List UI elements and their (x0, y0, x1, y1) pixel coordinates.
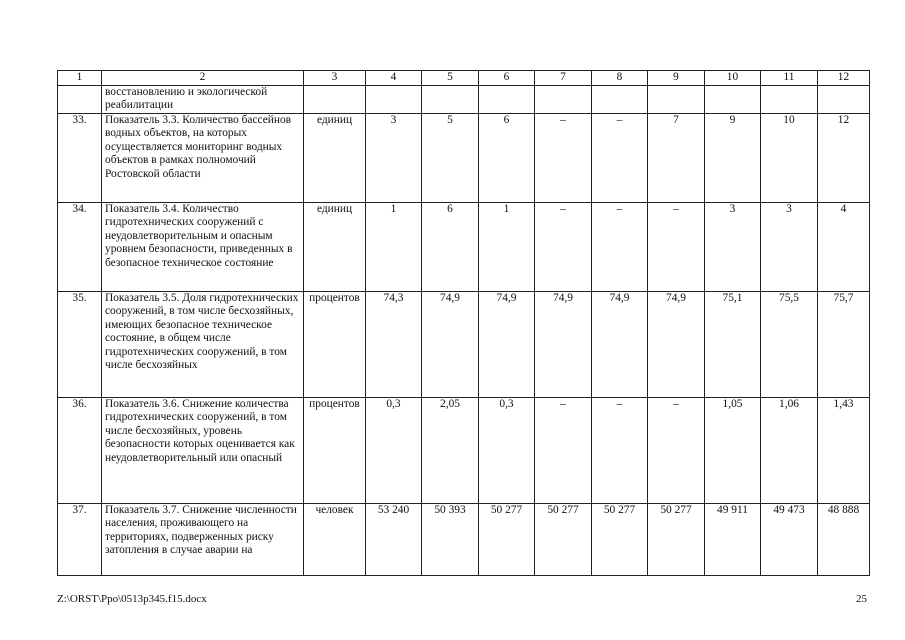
unit-of-measure: процентов (304, 398, 366, 504)
indicator-value: 48 888 (818, 504, 870, 576)
indicator-value: 50 277 (592, 504, 648, 576)
row-number: 35. (58, 292, 102, 398)
indicator-value: 74,9 (479, 292, 535, 398)
indicator-value: 50 277 (479, 504, 535, 576)
column-header: 6 (479, 71, 535, 86)
indicator-value: 50 277 (535, 504, 592, 576)
indicator-value: 7 (648, 114, 705, 203)
indicator-value (648, 86, 705, 114)
indicator-value: 1,06 (761, 398, 818, 504)
indicator-value: 1 (479, 203, 535, 292)
indicator-value: 1 (366, 203, 422, 292)
indicator-value (366, 86, 422, 114)
column-header: 11 (761, 71, 818, 86)
unit-of-measure (304, 86, 366, 114)
unit-of-measure: единиц (304, 203, 366, 292)
indicator-value: – (535, 203, 592, 292)
column-header: 3 (304, 71, 366, 86)
indicator-value: 3 (366, 114, 422, 203)
indicator-value: – (535, 398, 592, 504)
unit-of-measure: процентов (304, 292, 366, 398)
indicator-value: 74,9 (535, 292, 592, 398)
column-header: 1 (58, 71, 102, 86)
column-header: 7 (535, 71, 592, 86)
indicator-value: 75,1 (705, 292, 761, 398)
indicator-value: – (592, 114, 648, 203)
indicator-value (818, 86, 870, 114)
footer-file-path: Z:\ORST\Ppo\0513p345.f15.docx (57, 593, 207, 605)
indicator-value: 50 277 (648, 504, 705, 576)
indicator-description: Показатель 3.6. Снижение количества гидротехнических сооружений, в том числе бесхозяйных, уровень безопасности которых оценивается как неудовлетворительный или опасный (102, 398, 304, 504)
indicator-value: 0,3 (479, 398, 535, 504)
indicator-value: 3 (705, 203, 761, 292)
indicator-value: 1,43 (818, 398, 870, 504)
indicator-value: – (648, 203, 705, 292)
indicator-value: 49 911 (705, 504, 761, 576)
column-header: 9 (648, 71, 705, 86)
indicator-description: восстановлению и экологической реабилитации (102, 86, 304, 114)
unit-of-measure: человек (304, 504, 366, 576)
indicator-value: 49 473 (761, 504, 818, 576)
table-row (58, 504, 870, 576)
indicator-value: 3 (761, 203, 818, 292)
table-row (58, 114, 870, 203)
table-row (58, 86, 870, 114)
indicator-value: 6 (479, 114, 535, 203)
indicator-value (479, 86, 535, 114)
indicator-description: Показатель 3.3. Количество бассейнов водных объектов, на которых осуществляется мониторинг водных объектов в рамках полномочий Ростовской области (102, 114, 304, 203)
table-body (58, 71, 870, 576)
indicator-value: – (592, 203, 648, 292)
table-row (58, 292, 870, 398)
indicator-value: – (648, 398, 705, 504)
indicator-value: 75,7 (818, 292, 870, 398)
indicator-value (592, 86, 648, 114)
table-header-row (58, 71, 870, 86)
indicator-value: – (535, 114, 592, 203)
indicator-value (705, 86, 761, 114)
column-header: 12 (818, 71, 870, 86)
indicator-value (761, 86, 818, 114)
indicator-value: 2,05 (422, 398, 479, 504)
indicator-value (535, 86, 592, 114)
page-number: 25 (856, 593, 867, 605)
column-header: 4 (366, 71, 422, 86)
indicator-value (422, 86, 479, 114)
column-header: 2 (102, 71, 304, 86)
indicator-value: 12 (818, 114, 870, 203)
indicator-value: 75,5 (761, 292, 818, 398)
row-number: 37. (58, 504, 102, 576)
indicator-value: 6 (422, 203, 479, 292)
row-number (58, 86, 102, 114)
indicator-value: 74,3 (366, 292, 422, 398)
indicator-value: 5 (422, 114, 479, 203)
indicator-value: 74,9 (592, 292, 648, 398)
indicator-value: 10 (761, 114, 818, 203)
unit-of-measure: единиц (304, 114, 366, 203)
table-row (58, 203, 870, 292)
indicator-description: Показатель 3.7. Снижение численности населения, проживающего на территориях, подверженных риску затопления в случае аварии на (102, 504, 304, 576)
indicator-value: 53 240 (366, 504, 422, 576)
table-row (58, 398, 870, 504)
indicator-description: Показатель 3.5. Доля гидротехнических сооружений, в том числе бесхозяйных, имеющих безопасное техническое состояние, в общем числе гидротехнических сооружений, в том числе бесхозяйных (102, 292, 304, 398)
indicator-description: Показатель 3.4. Количество гидротехнических сооружений с неудовлетворительным и опасным уровнем безопасности, приведенных в безопасное техническое состояние (102, 203, 304, 292)
indicators-table (57, 70, 870, 576)
indicator-value: – (592, 398, 648, 504)
indicator-value: 1,05 (705, 398, 761, 504)
column-header: 8 (592, 71, 648, 86)
indicator-value: 74,9 (648, 292, 705, 398)
row-number: 34. (58, 203, 102, 292)
indicator-value: 9 (705, 114, 761, 203)
indicator-value: 0,3 (366, 398, 422, 504)
column-header: 5 (422, 71, 479, 86)
row-number: 33. (58, 114, 102, 203)
row-number: 36. (58, 398, 102, 504)
indicator-value: 74,9 (422, 292, 479, 398)
indicator-value: 4 (818, 203, 870, 292)
column-header: 10 (705, 71, 761, 86)
indicator-value: 50 393 (422, 504, 479, 576)
